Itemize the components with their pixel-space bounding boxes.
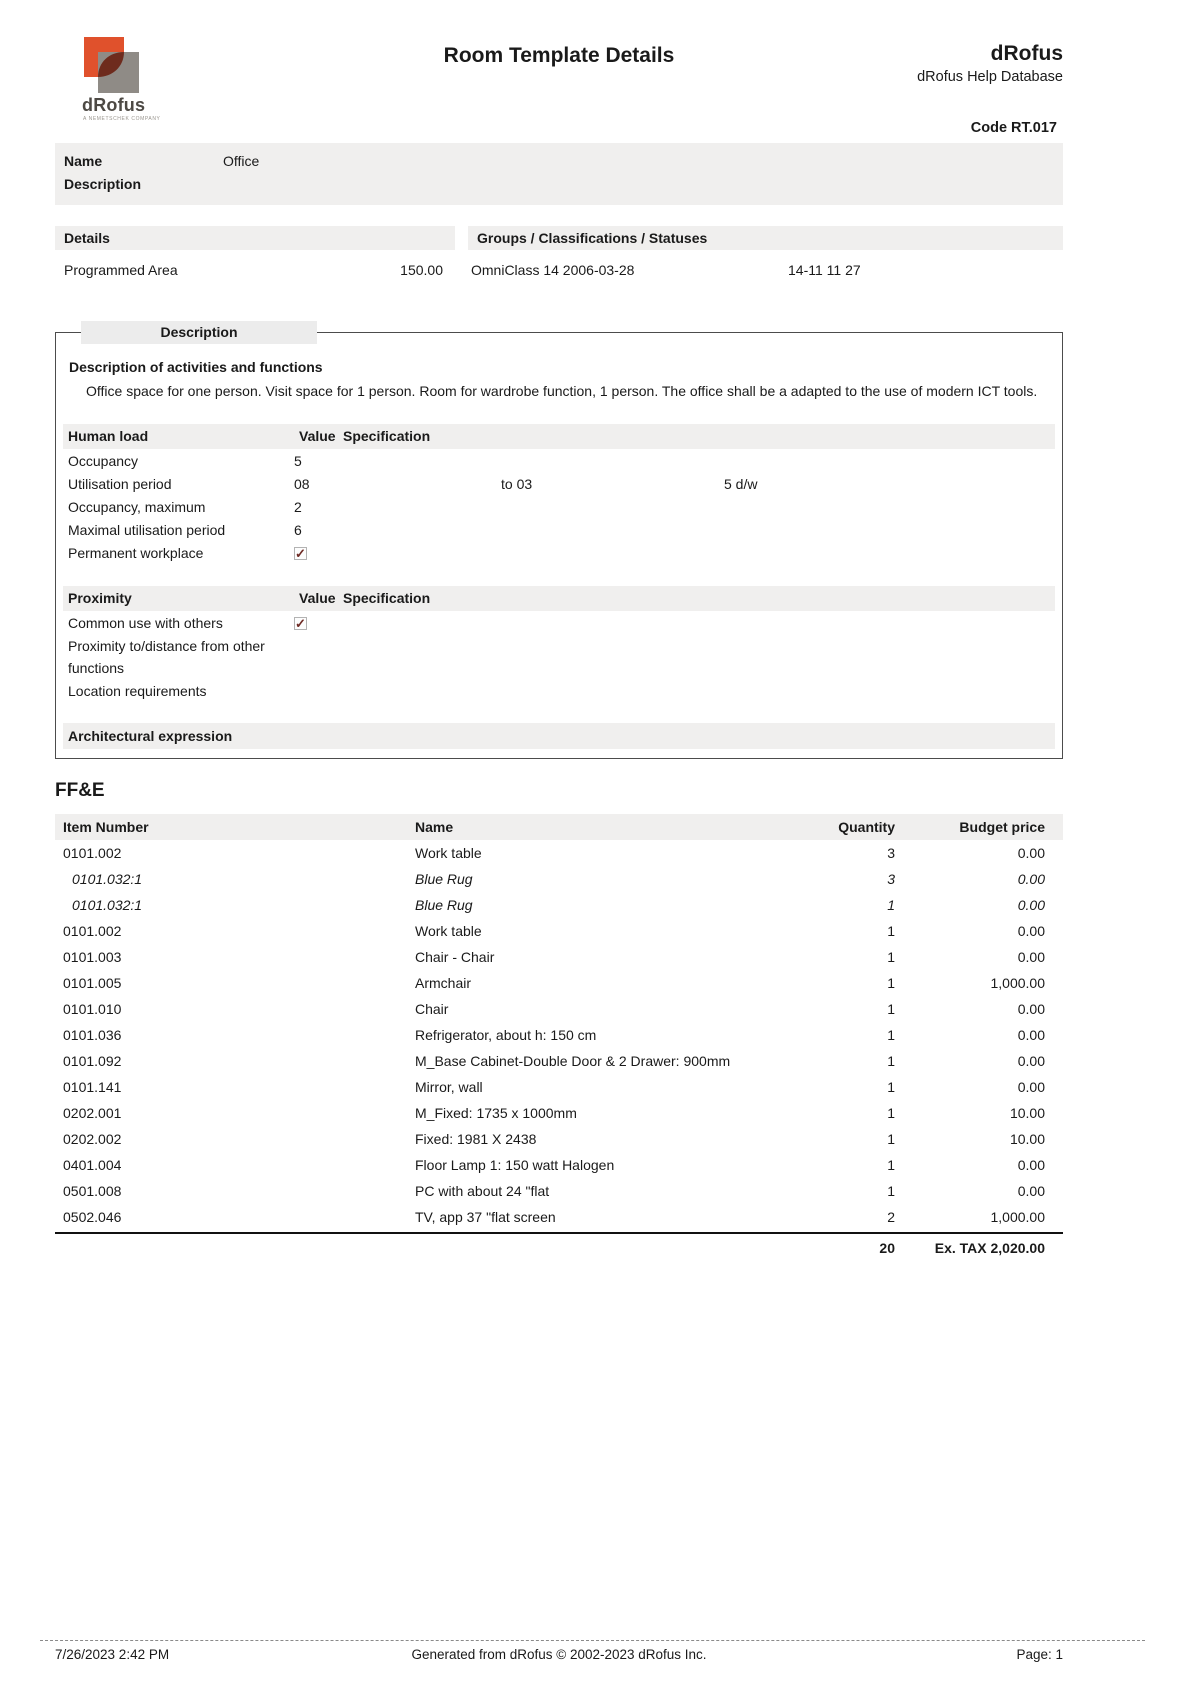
ffe-total-quantity: 20 bbox=[879, 1240, 895, 1256]
ffe-item-row bbox=[55, 1022, 1063, 1048]
human-load-row-value: 6 bbox=[294, 522, 302, 538]
identity-label: Name bbox=[64, 153, 103, 169]
ffe-item-number: 0101.032:1 bbox=[72, 897, 143, 913]
database-name: dRofus Help Database bbox=[917, 69, 1063, 85]
human-load-row-value: 08 bbox=[294, 476, 310, 492]
ffe-item-row bbox=[55, 970, 1063, 996]
ffe-item-row bbox=[55, 840, 1063, 866]
ffe-item-name: Refrigerator, about h: 150 cm bbox=[415, 1027, 597, 1043]
ffe-item-price: 10.00 bbox=[1009, 1105, 1045, 1121]
details-label: Programmed Area bbox=[64, 262, 178, 278]
ffe-item-quantity: 1 bbox=[887, 1131, 895, 1147]
proximity-row-value bbox=[294, 635, 501, 679]
ffe-item-row bbox=[55, 1152, 1063, 1178]
ffe-item-number: 0101.003 bbox=[63, 949, 122, 965]
proximity-spec-header: Specification bbox=[343, 590, 431, 606]
ffe-item-name: Fixed: 1981 X 2438 bbox=[415, 1131, 537, 1147]
human-load-row-spec bbox=[724, 542, 1055, 564]
ffe-item-price: 10.00 bbox=[1009, 1131, 1045, 1147]
ffe-item-quantity: 1 bbox=[887, 1053, 895, 1069]
human-load-row-spec bbox=[724, 519, 1055, 541]
ffe-item-number: 0101.141 bbox=[63, 1079, 122, 1095]
ffe-item-number: 0502.046 bbox=[63, 1209, 122, 1225]
ffe-item-number: 0202.002 bbox=[63, 1131, 122, 1147]
human-load-row-spec bbox=[501, 542, 724, 564]
ffe-item-quantity: 1 bbox=[887, 949, 895, 965]
human-load-row bbox=[63, 450, 1055, 472]
human-load-row-label: Permanent workplace bbox=[68, 545, 204, 561]
human-load-row-label: Occupancy bbox=[68, 453, 139, 469]
ffe-item-name: Work table bbox=[415, 845, 482, 861]
proximity-row-label: Location requirements bbox=[68, 683, 207, 699]
description-legend: Description bbox=[81, 321, 317, 344]
identity-label: Description bbox=[64, 176, 142, 192]
ffe-item-quantity: 1 bbox=[887, 975, 895, 991]
ffe-item-row bbox=[55, 944, 1063, 970]
ffe-item-row bbox=[55, 1048, 1063, 1074]
identity-box bbox=[55, 143, 1063, 205]
ffe-item-number: 0401.004 bbox=[63, 1157, 122, 1173]
proximity-row bbox=[63, 680, 1055, 702]
proximity-row-spec bbox=[501, 680, 724, 702]
page-title: Room Template Details bbox=[443, 44, 675, 67]
ffe-sub-item-row bbox=[55, 892, 1063, 918]
ffe-item-price: 1,000.00 bbox=[990, 975, 1045, 991]
logo-tagline: A NEMETSCHEK COMPANY bbox=[83, 116, 161, 122]
human-load-row-spec bbox=[501, 450, 724, 472]
ffe-col-budget-price: Budget price bbox=[959, 819, 1045, 835]
ffe-item-name: M_Base Cabinet-Double Door & 2 Drawer: 900mm bbox=[415, 1053, 731, 1069]
human-load-row-label: Maximal utilisation period bbox=[68, 522, 226, 538]
ffe-item-name: PC with about 24 "flat bbox=[415, 1183, 550, 1199]
ffe-item-name: Blue Rug bbox=[415, 871, 473, 887]
ffe-item-number: 0101.010 bbox=[63, 1001, 122, 1017]
ffe-item-name: Blue Rug bbox=[415, 897, 473, 913]
human-load-spec-header: Specification bbox=[343, 428, 431, 444]
brand-name: dRofus bbox=[990, 42, 1063, 65]
ffe-item-number: 0101.002 bbox=[63, 845, 122, 861]
ffe-item-name: Chair - Chair bbox=[415, 949, 495, 965]
architectural-expression-header: Architectural expression bbox=[63, 723, 1055, 749]
ffe-item-number: 0101.036 bbox=[63, 1027, 122, 1043]
human-load-row bbox=[63, 496, 1055, 518]
human-load-row bbox=[63, 542, 1055, 564]
classification-value: 14-11 11 27 bbox=[788, 262, 861, 278]
proximity-row-spec bbox=[724, 635, 1055, 679]
ffe-item-row bbox=[55, 1100, 1063, 1126]
ffe-item-quantity: 3 bbox=[887, 845, 895, 861]
ffe-item-quantity: 1 bbox=[887, 1105, 895, 1121]
ffe-item-price: 0.00 bbox=[1017, 949, 1045, 965]
ffe-item-quantity: 1 bbox=[887, 1027, 895, 1043]
ffe-item-price: 0.00 bbox=[1017, 1183, 1045, 1199]
human-load-row-value bbox=[294, 542, 501, 564]
check-mark-icon: ✓ bbox=[295, 545, 306, 561]
ffe-item-name: Chair bbox=[415, 1001, 449, 1017]
footer-generated-text: Generated from dRofus © 2002-2023 dRofus Inc. bbox=[411, 1647, 707, 1662]
groups-header: Groups / Classifications / Statuses bbox=[468, 226, 1063, 250]
human-load-row-spec bbox=[724, 496, 1055, 518]
ffe-sub-item-row bbox=[55, 866, 1063, 892]
logo-wordmark: dRofus bbox=[82, 95, 146, 115]
groups-row bbox=[468, 260, 1063, 280]
human-load-row-spec bbox=[501, 496, 724, 518]
proximity-row-spec bbox=[724, 680, 1055, 702]
ffe-item-name: M_Fixed: 1735 x 1000mm bbox=[415, 1105, 577, 1121]
ffe-item-quantity: 1 bbox=[887, 897, 895, 913]
ffe-item-number: 0501.008 bbox=[63, 1183, 122, 1199]
human-load-row-spec: to 03 bbox=[501, 476, 533, 492]
human-load-row-spec bbox=[501, 519, 724, 541]
human-load-row-value: 5 bbox=[294, 453, 302, 469]
ffe-item-row bbox=[55, 996, 1063, 1022]
ffe-item-quantity: 1 bbox=[887, 1157, 895, 1173]
ffe-col-quantity: Quantity bbox=[838, 819, 895, 835]
ffe-item-row bbox=[55, 1126, 1063, 1152]
activities-heading: Description of activities and functions bbox=[69, 359, 323, 375]
ffe-item-name: Work table bbox=[415, 923, 482, 939]
human-load-value-header: Value bbox=[299, 428, 336, 444]
ffe-total-row bbox=[55, 1232, 1063, 1262]
ffe-item-price: 0.00 bbox=[1017, 871, 1045, 887]
checkbox-checked bbox=[294, 617, 307, 630]
ffe-item-quantity: 3 bbox=[887, 871, 895, 887]
human-load-row bbox=[63, 473, 1055, 495]
ffe-item-quantity: 1 bbox=[887, 923, 895, 939]
proximity-row bbox=[63, 635, 1055, 679]
proximity-row-spec bbox=[724, 612, 1055, 634]
ffe-item-price: 0.00 bbox=[1017, 923, 1045, 939]
human-load-row bbox=[63, 519, 1055, 541]
human-load-header bbox=[63, 424, 1055, 449]
ffe-item-number: 0101.002 bbox=[63, 923, 122, 939]
ffe-total-price: Ex. TAX 2,020.00 bbox=[934, 1240, 1045, 1256]
ffe-item-name: Armchair bbox=[415, 975, 472, 991]
ffe-item-price: 0.00 bbox=[1017, 1079, 1045, 1095]
proximity-row bbox=[63, 612, 1055, 634]
details-value: 150.00 bbox=[400, 262, 443, 278]
footer-datetime: 7/26/2023 2:42 PM bbox=[55, 1647, 170, 1662]
footer-page-number: Page: 1 bbox=[1016, 1647, 1063, 1662]
ffe-item-name: Floor Lamp 1: 150 watt Halogen bbox=[415, 1157, 615, 1173]
footer bbox=[55, 1647, 1063, 1662]
details-header: Details bbox=[55, 226, 455, 250]
ffe-item-price: 0.00 bbox=[1017, 1027, 1045, 1043]
checkbox-checked bbox=[294, 547, 307, 560]
ffe-item-price: 0.00 bbox=[1017, 1157, 1045, 1173]
template-code: Code RT.017 bbox=[970, 120, 1057, 136]
ffe-table-header bbox=[55, 814, 1063, 840]
proximity-row-spec bbox=[501, 635, 724, 679]
ffe-item-row bbox=[55, 1178, 1063, 1204]
ffe-item-row bbox=[55, 1074, 1063, 1100]
brand-block bbox=[917, 42, 1063, 85]
human-load-row-label: Utilisation period bbox=[68, 476, 172, 492]
ffe-item-row bbox=[55, 1204, 1063, 1230]
ffe-title: FF&E bbox=[55, 780, 105, 801]
human-load-row-value: 2 bbox=[294, 499, 302, 515]
proximity-title: Proximity bbox=[68, 590, 132, 606]
ffe-item-price: 1,000.00 bbox=[990, 1209, 1045, 1225]
ffe-item-row bbox=[55, 918, 1063, 944]
details-section bbox=[55, 226, 455, 280]
classification-label: OmniClass 14 2006-03-28 bbox=[471, 262, 635, 278]
groups-section bbox=[468, 226, 1063, 280]
description-box bbox=[55, 324, 1063, 759]
check-mark-icon: ✓ bbox=[295, 615, 306, 631]
human-load-row-label: Occupancy, maximum bbox=[68, 499, 206, 515]
ffe-item-name: TV, app 37 "flat screen bbox=[415, 1209, 556, 1225]
ffe-item-number: 0101.005 bbox=[63, 975, 122, 991]
identity-row bbox=[55, 150, 1063, 173]
ffe-item-quantity: 1 bbox=[887, 1183, 895, 1199]
ffe-item-quantity: 1 bbox=[887, 1079, 895, 1095]
human-load-row-spec: 5 d/w bbox=[724, 476, 758, 492]
proximity-row-label: Proximity to/distance from other functions bbox=[68, 638, 265, 676]
proximity-row-value bbox=[294, 612, 501, 634]
activities-text: Office space for one person. Visit space for 1 person. Room for wardrobe function, 1 person. The office shall be a adapted to the use of modern ICT tools. bbox=[86, 383, 1038, 399]
proximity-row-value bbox=[294, 680, 501, 702]
ffe-item-price: 0.00 bbox=[1017, 1001, 1045, 1017]
ffe-item-quantity: 2 bbox=[887, 1209, 895, 1225]
ffe-item-price: 0.00 bbox=[1017, 1053, 1045, 1069]
human-load-title: Human load bbox=[68, 428, 149, 444]
ffe-item-price: 0.00 bbox=[1017, 845, 1045, 861]
identity-value: Office bbox=[223, 153, 260, 169]
details-row bbox=[55, 260, 455, 280]
ffe-item-name: Mirror, wall bbox=[415, 1079, 483, 1095]
human-load-row-spec bbox=[724, 450, 1055, 472]
ffe-col-name: Name bbox=[415, 819, 454, 835]
identity-row bbox=[55, 173, 1063, 196]
footer-divider bbox=[40, 1640, 1145, 1641]
proximity-row-label: Common use with others bbox=[68, 615, 223, 631]
ffe-item-number: 0202.001 bbox=[63, 1105, 122, 1121]
ffe-col-item-number: Item Number bbox=[63, 819, 149, 835]
ffe-item-number: 0101.092 bbox=[63, 1053, 122, 1069]
proximity-row-spec bbox=[501, 612, 724, 634]
ffe-item-number: 0101.032:1 bbox=[72, 871, 143, 887]
ffe-section bbox=[55, 780, 1063, 1262]
ffe-item-price: 0.00 bbox=[1017, 897, 1045, 913]
proximity-header bbox=[63, 586, 1055, 611]
ffe-item-quantity: 1 bbox=[887, 1001, 895, 1017]
proximity-value-header: Value bbox=[299, 590, 336, 606]
